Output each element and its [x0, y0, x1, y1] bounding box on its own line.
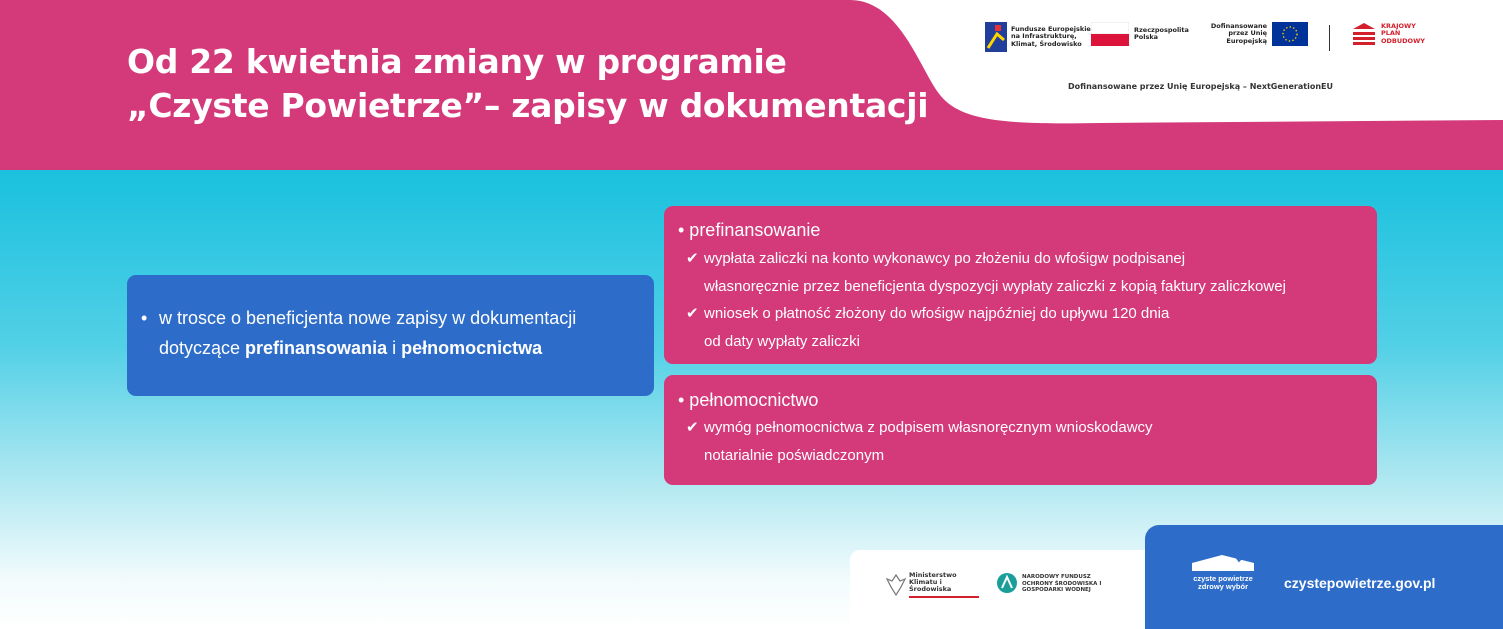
left-box-line2: dotyczące prefinansowania i pełnomocnictwa — [159, 338, 543, 358]
page-title: Od 22 kwietnia zmiany w programie „Czyste Powietrze”– zapisy w dokumentacji — [127, 42, 929, 125]
heading-pelnomocnictwo: • pełnomocnictwo — [678, 390, 819, 410]
bold-prefinansowania: prefinansowania — [245, 338, 388, 358]
czyste-powietrze-logo: czyste powietrze zdrowy wybór — [1186, 553, 1260, 603]
kpo-logo: KRAJOWY PLAN ODBUDOWY — [1352, 22, 1433, 46]
bold-pelnomocnictwa: pełnomocnictwa — [401, 338, 543, 358]
check-icon: ✔ — [686, 419, 699, 436]
eagle-icon — [886, 573, 906, 597]
fe-icon — [985, 22, 1007, 52]
heading-prefinansowanie: • prefinansowanie — [678, 220, 821, 240]
info-box-prefinansowanie — [664, 206, 1377, 364]
left-box-line1: w trosce o beneficjenta nowe zapisy w dokumentacji — [159, 308, 577, 328]
check-icon: ✔ — [686, 250, 699, 267]
info-box-left — [127, 275, 654, 396]
check-item: ✔ wniosek o płatność złożony do wfośigw najpóźniej do upływu 120 dnia — [686, 300, 1169, 328]
logo-divider — [1329, 25, 1330, 51]
website-link[interactable]: czystepowietrze.gov.pl — [1284, 575, 1436, 591]
info-box-pelnomocnictwo — [664, 375, 1377, 485]
bullet: • — [141, 308, 148, 328]
nfosigw-logo: NARODOWY FUNDUSZ OCHRONY ŚRODOWISKA I GOSPODARKI WODNEJ — [996, 572, 1102, 596]
check-item: ✔ wypłata zaliczki na konto wykonawcy po złożeniu do wfośigw podpisanej — [686, 245, 1185, 273]
check-icon: ✔ — [686, 305, 699, 322]
kpo-icon — [1352, 22, 1376, 46]
check-item-continuation: własnoręcznie przez beneficjenta dyspozycji wypłaty zaliczki z kopią faktury zaliczkowej — [704, 278, 1286, 295]
house-icon — [1186, 553, 1260, 573]
rp-logo: Rzeczpospolita Polska — [1091, 22, 1186, 46]
nfosigw-icon — [996, 572, 1018, 596]
footer-logos-panel — [850, 550, 1145, 629]
fe-logo: Fundusze Europejskie na Infrastrukturę, Klimat, Środowisko — [985, 22, 1091, 52]
ministry-logo: Ministerstwo Klimatu i Środowiska — [886, 572, 981, 598]
eu-flag-icon — [1272, 22, 1308, 46]
check-item: ✔ wymóg pełnomocnictwa z podpisem własnoręcznym wnioskodawcy — [686, 414, 1153, 442]
polish-flag-icon — [1091, 22, 1129, 46]
nextgen-caption: Dofinansowane przez Unię Europejską – NextGenerationEU — [1068, 82, 1333, 91]
ue-logo: Dofinansowane przez Unię Europejską — [1195, 22, 1308, 46]
funding-logos — [985, 22, 1445, 62]
check-item-continuation: notarialnie poświadczonym — [704, 447, 885, 464]
check-item-continuation: od daty wypłaty zaliczki — [704, 333, 860, 350]
